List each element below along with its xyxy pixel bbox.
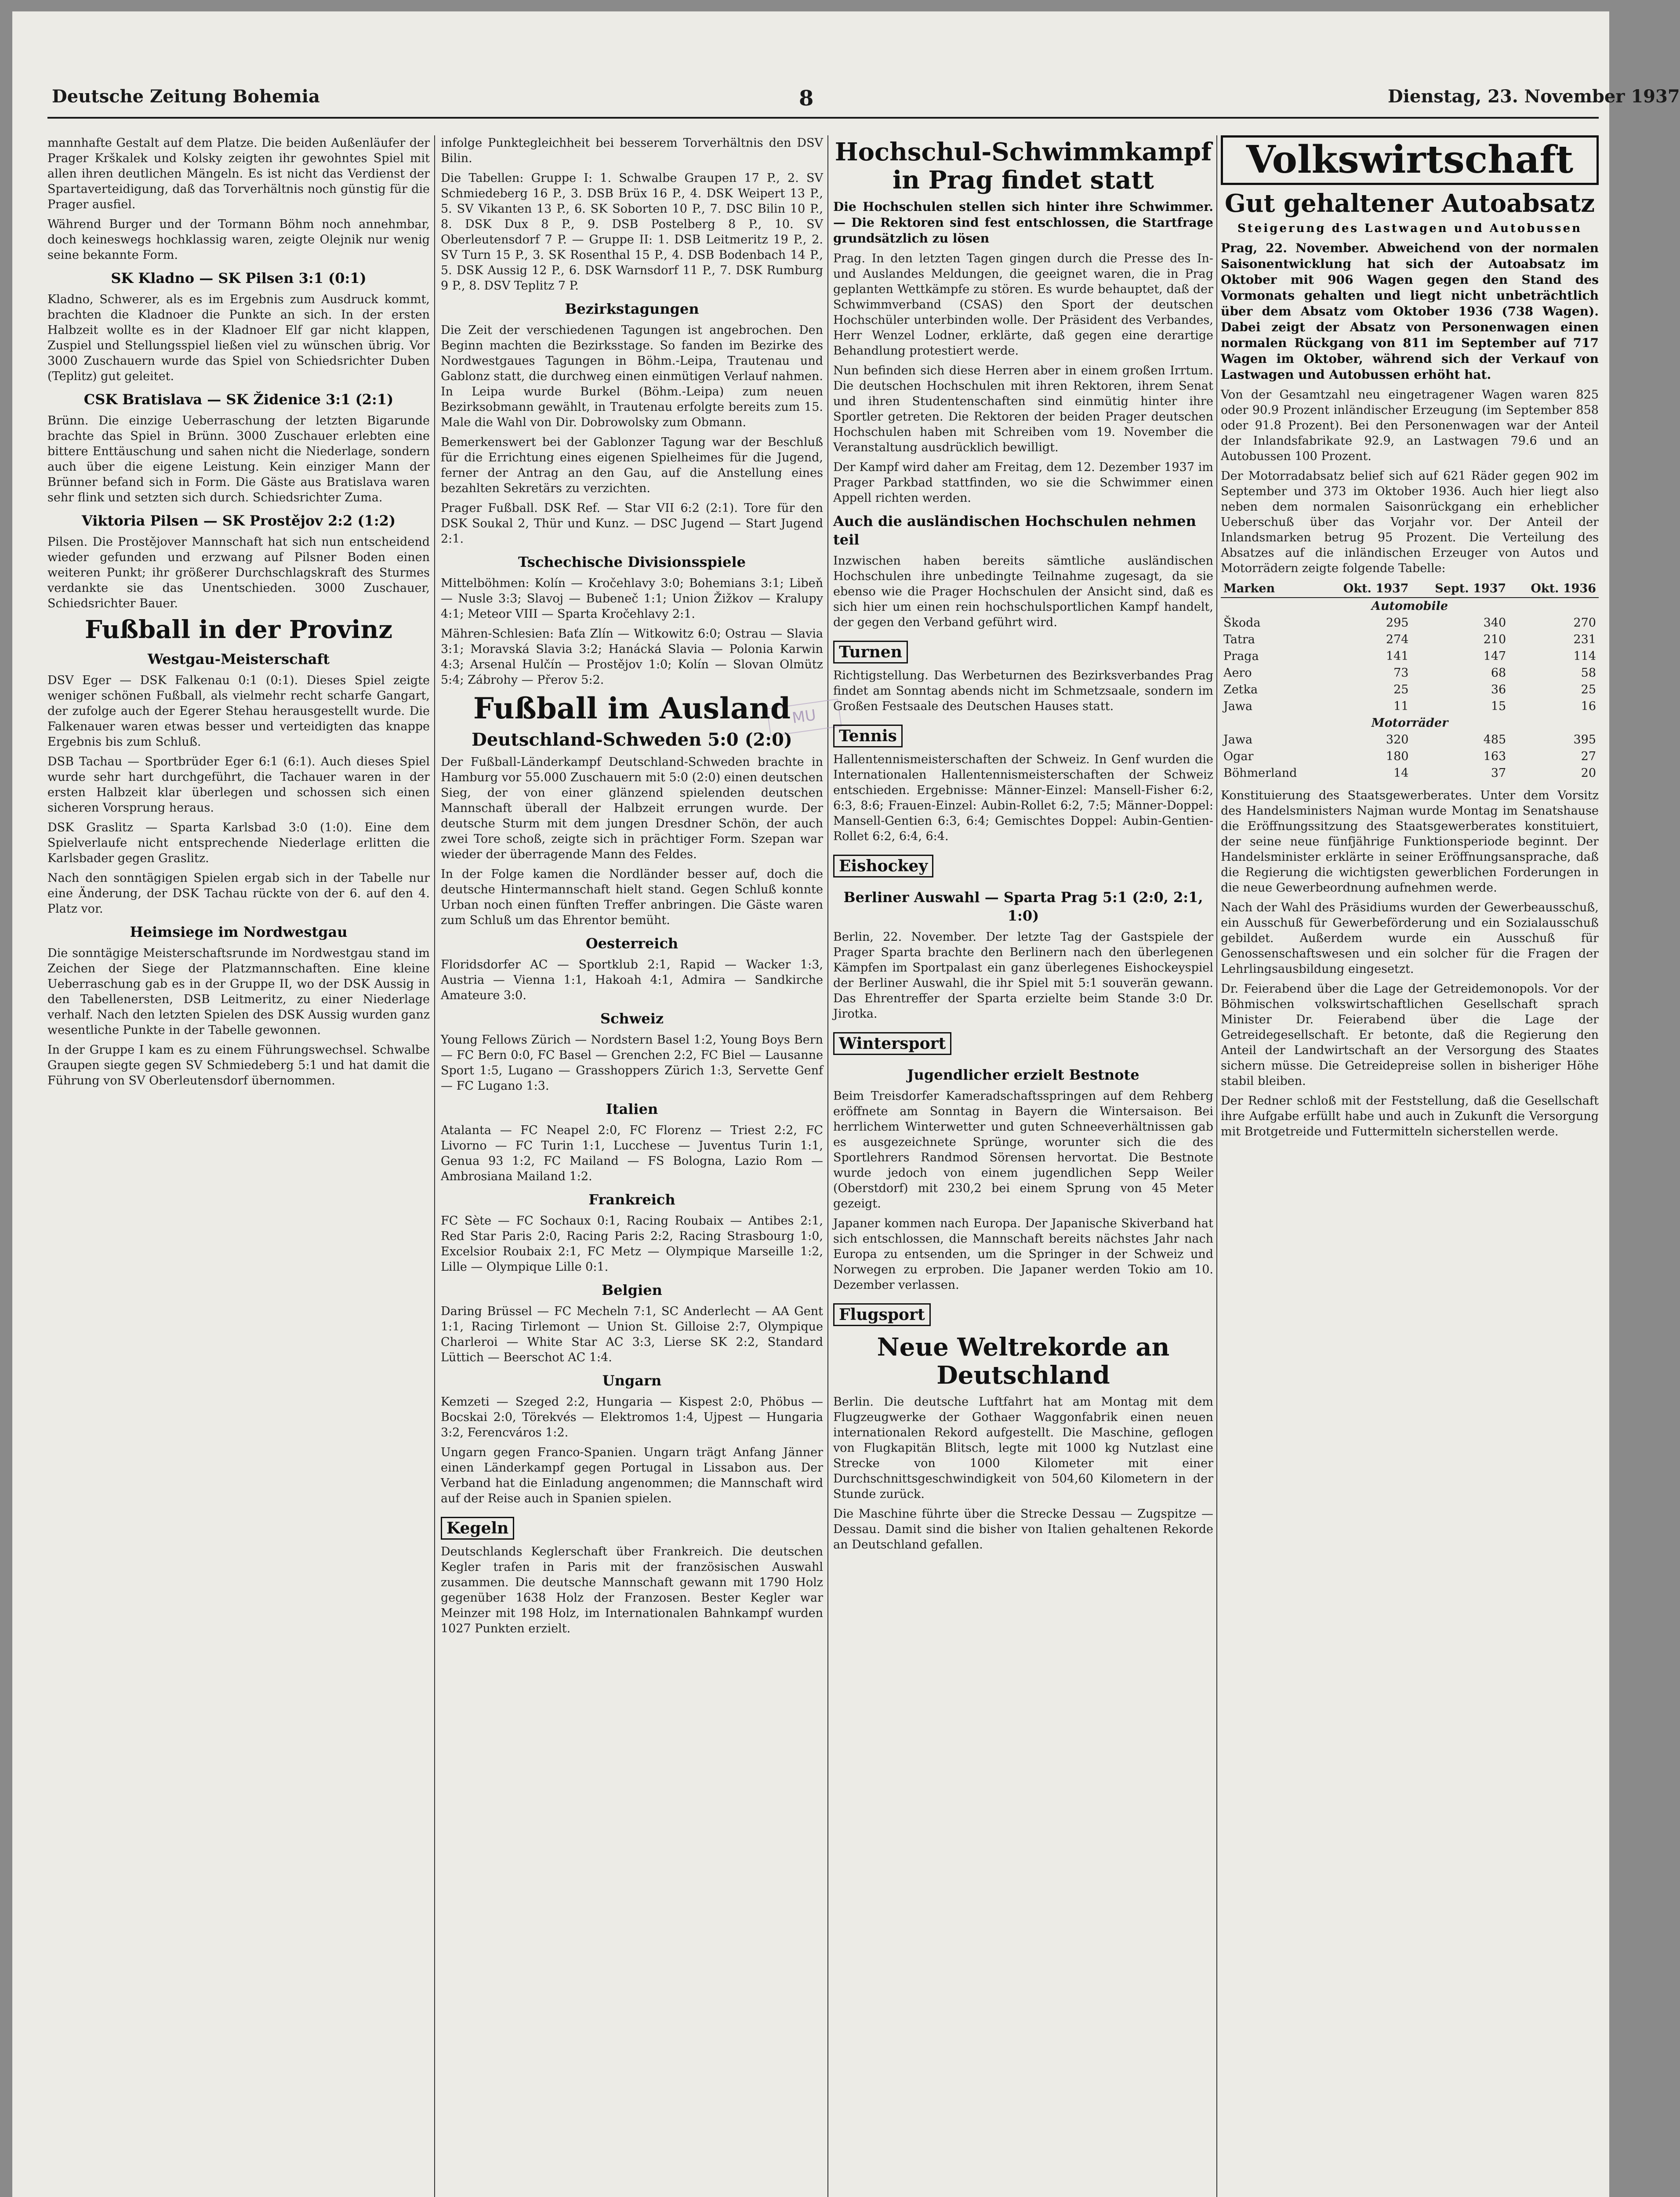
table-header: Marken [1221, 580, 1321, 598]
table-cell: 114 [1573, 649, 1596, 663]
article-lead: Prag, 22. November. Abweichend von der normalen Saisonentwicklung hat sich der Autoabsatz im Oktober mit 906 Wagen gegen den Stand des Vormonats gehalten und liegt nicht unbeträchtlich über dem Absatz vom Oktober 1936 (738 Wagen). Dabei zeigt der Absatz von Personenwagen einen normalen Rückgang von 811 im September auf 717 Wagen im Oktober, während sich der Verkauf von Lastwagen und Autobussen erhöht hat. [1221, 240, 1599, 382]
table-cell: 16 [1581, 699, 1596, 713]
paragraph: In der Folge kamen die Nordländer besser auf, doch die deutsche Hintermannschaft hielt stand. Gegen Schluß konnte Urban noch einen fünften Treffer anbringen. Die Gäste waren zum Schluß um das Ehrentor bemüht. [441, 867, 823, 927]
paragraph: DSV Eger — DSK Falkenau 0:1 (0:1). Dieses Spiel zeigte weniger schönen Fußball, als vielmehr recht scharfe Gangart, der zufolge auch der Egerer Stehau herausgestellt wurde. Die Falkenauer waren etwas besser und verteidigten das knappe Ergebnis bis zum Schluß. [47, 674, 430, 749]
table-cell: 180 [1386, 749, 1409, 763]
table-cell: 36 [1491, 682, 1506, 696]
paragraph: Inzwischen haben bereits sämtliche ausländischen Hochschulen ihre unbedingte Teilnahme zugesagt, da sie ebenso wie die Prager Hochschulen der Ansicht sind, daß es sich hier um einen rein hochschulsportlichen Kampf handelt, der gegen den Verband geführt wird. [833, 554, 1213, 629]
table-cell: Praga [1223, 649, 1259, 663]
paragraph: Der Motorradabsatz belief sich auf 621 Räder gegen 902 im September und 373 im Oktober 1936. Auch hier liegt also neben dem normalen Saisonrückgang ein erheblicher Ueberschuß über das Vorjahr vor. Der Anteil der Inlandsmarken betrug 95 Prozent. Die Verteilung des Absatzes auf die inländischen Erzeuger von Autos und Motorrädern zeigte folgende Tabelle: [1221, 469, 1599, 575]
table-cell: 27 [1581, 749, 1596, 763]
section-title: Fußball im Ausland [473, 691, 791, 725]
paragraph: Nun befinden sich diese Herren aber in einem großen Irrtum. Die deutschen Hochschulen mit ihren Rektoren, ihrem Senat und ihren Studentenschaften sind einmütig hinter ihre Sportler getreten. Die Rektoren der beiden Prager deutschen Hochschulen haben mit Schreiben vom 19. November die Veranstaltung ausdrücklich bewilligt. [833, 363, 1213, 454]
article-subline: Steigerung des Lastwagen und Autobussen [1237, 221, 1582, 235]
paragraph: Daring Brüssel — FC Mecheln 7:1, SC Anderlecht — AA Gent 1:1, Racing Tirlemont — Union St. Gilloise 2:7, Olympique Charleroi — White Star AC 3:3, Lierse SK 2:2, Standard Lüttich — Beerschot AC 1:4. [441, 1304, 823, 1364]
subheading: Belgien [602, 1281, 662, 1298]
subheading: Jugendlicher erzielt Bestnote [907, 1066, 1139, 1083]
paragraph: Mähren-Schlesien: Baťa Zlín — Witkowitz 6:0; Ostrau — Slavia 3:1; Moravská Slavia 3:2; Hanácká Slavia — Polonia Karwin 4:3; Arsenal Hulčín — Prostějov 1:0; Kolín — Slovan Olmütz 5:4; Zábrohy — Přerov 5:2. [441, 627, 823, 687]
article-headline: Hochschul-Schwimmkampf in Prag findet statt [835, 138, 1212, 195]
table-cell: Zetka [1223, 682, 1258, 696]
paragraph: Hallentennismeisterschaften der Schweiz. In Genf wurden die Internationalen Hallentennismeisterschaften der Schweiz entschieden. Ergebnisse: Männer-Einzel: Mansell-Fisher 6:2, 6:3, 8:6; Frauen-Einzel: Aubin-Rollet 6:2, 7:5; Männer-Doppel: Mansell-Gentien 6:3, 6:4; Gemischtes Doppel: Aubin-Gentien-Rollet 6:2, 6:4, 6:4. [833, 752, 1213, 843]
section-box-title: Turnen [833, 641, 908, 663]
table-row [1221, 665, 1599, 682]
table-cell: 11 [1393, 699, 1409, 713]
paragraph: DSK Graslitz — Sparta Karlsbad 3:0 (1:0). Eine dem Spielverlaufe nicht entsprechende Niederlage erlitten die Karlsbader gegen Graslitz. [47, 821, 430, 866]
table-cell: 25 [1581, 682, 1596, 696]
paragraph: Die sonntägige Meisterschaftsrunde im Nordwestgau stand im Zeichen der Siege der Platzmannschaften. Eine kleine Ueberraschung gab es in der Gruppe II, wo der DSK Aussig in den Tabellenersten, DSB Leitmeritz, zu einer Niederlage verhalf. Nach den letzten Spielen des DSK Aussig wurden ganz wesentliche Punkte in der Tabelle gewonnen. [47, 946, 430, 1037]
paragraph: Richtigstellung. Das Werbeturnen des Bezirksverbandes Prag findet am Sonntag abends nicht im Schmetzsaale, sondern im Großen Festsaale des Deutschen Hauses statt. [833, 668, 1213, 713]
paragraph: Kemzeti — Szeged 2:2, Hungaria — Kispest 2:0, Phöbus — Bocskai 2:0, Törekvés — Elektromos 1:4, Ujpest — Hungaria 3:2, Ferencváros 1:2. [441, 1395, 823, 1439]
table-row [1221, 682, 1599, 698]
paragraph: Brünn. Die einzige Ueberraschung der letzten Bigarunde brachte das Spiel in Brünn. 3000 Zuschauer erlebten eine bittere Enttäuschung und sahen nicht die Niederlage, sondern auch über die eigene Leistung. Kein einziger Mann der Brünner befand sich in Form. Die Gäste aus Bratislava waren sehr flink und setzten sich durch. Schiedsrichter Zuma. [47, 414, 430, 504]
paragraph: In der Gruppe I kam es zu einem Führungswechsel. Schwalbe Graupen siegte gegen SV Schmiedeberg 5:1 und hat damit die Führung von SV Oberleutensdorf übernommen. [47, 1043, 430, 1088]
table-cell: 20 [1581, 766, 1596, 780]
table-row [1221, 765, 1599, 782]
table-cell: 485 [1483, 732, 1506, 747]
table-cell: Böhmerland [1223, 766, 1297, 780]
subheading: SK Kladno — SK Pilsen 3:1 (0:1) [111, 270, 366, 286]
table-header: Sept. 1937 [1411, 580, 1509, 598]
subheading: Italien [606, 1100, 658, 1117]
ink-stamp: MU [766, 699, 842, 736]
paragraph: Floridsdorfer AC — Sportklub 2:1, Rapid — Wacker 1:3, Austria — Vienna 1:1, Hakoah 4:1, Admira — Sandkirche Amateure 3:0. [441, 957, 823, 1002]
table-cell: Jawa [1223, 732, 1253, 747]
column-3 [833, 135, 1213, 2197]
table-cell: 270 [1573, 616, 1596, 630]
table-group-row [1221, 598, 1599, 615]
column-2 [441, 135, 823, 2197]
table-row [1221, 698, 1599, 715]
subheading: Schweiz [600, 1010, 664, 1027]
table-cell: Ogar [1223, 749, 1254, 763]
article-headline: Neue Weltrekorde an Deutschland [877, 1332, 1170, 1390]
newspaper-page [12, 11, 1680, 2197]
paragraph: Konstituierung des Staatsgewerberates. Unter dem Vorsitz des Handelsministers Najman wurde Montag im Senatshause die Eröffnungssitzung des Staatsgewerberates konstituiert, der seine neue fünfjährige Funktionsperiode beginnt. Der Handelsminister erklärte in seiner Eröffnungsansprache, daß die Regierung die wichtigsten gewerblichen Forderungen in die neue Gewerbeordnung aufnehmen werde. [1221, 788, 1599, 895]
paragraph: Prager Fußball. DSK Ref. — Star VII 6:2 (2:1). Tore für den DSK Soukal 2, Thür und Kunz. — DSC Jugend — Start Jugend 2:1. [441, 501, 823, 546]
table-cell: 25 [1393, 682, 1409, 696]
table-header: Okt. 1937 [1321, 580, 1411, 598]
paragraph: Mittelböhmen: Kolín — Kročehlavy 3:0; Bohemians 3:1; Libeň — Nusle 3:3; Slavoj — Bubeneč 1:1; Union Žižkov — Kralupy 4:1; Meteor VIII — Sparta Kročehlavy 2:1. [441, 576, 823, 621]
section-box-title: Tennis [833, 725, 903, 747]
table-row [1221, 732, 1599, 748]
table-row [1221, 748, 1599, 765]
table-row [1221, 615, 1599, 631]
subheading: Ungarn [602, 1372, 662, 1389]
table-header: Okt. 1936 [1509, 580, 1599, 598]
paragraph: Die Maschine führte über die Strecke Dessau — Zugspitze — Dessau. Damit sind die bisher von Italien gehaltenen Rekorde an Deutschland gefallen. [833, 1507, 1213, 1552]
table-cell: 395 [1573, 732, 1596, 747]
paragraph: Bemerkenswert bei der Gablonzer Tagung war der Beschluß für die Errichtung eines eigenen Spielheimes für die Jugend, ferner der Antrag an den Gau, auf die Anstellung eines bezahlten Sekretärs zu verzichten. [441, 435, 823, 495]
header-date: Dienstag, 23. November 1937 [1388, 86, 1680, 107]
table-group-label: Motorräder [1371, 716, 1448, 730]
paragraph: infolge Punktegleichheit bei besserem Torverhältnis den DSV Bilin. [441, 136, 823, 165]
paragraph: Die Zeit der verschiedenen Tagungen ist angebrochen. Den Beginn machten die Bezirksstage. So fanden im Bezirke des Nordwestgaues Tagungen in Böhm.-Leipa, Trautenau und Gablonz statt, die durchweg einen einmütigen Verlauf nahmen. In Leipa wurde Burkel (Böhm.-Leipa) zum neuen Bezirksobmann gewählt, in Trautenau erfolgte bereits zum 15. Male die Wahl von Dir. Dobrowolsky zum Obmann. [441, 323, 823, 429]
section-box-title: Eishockey [833, 855, 933, 877]
table-cell: 37 [1491, 766, 1506, 780]
paragraph: Während Burger und der Tormann Böhm noch annehmbar, doch keineswegs hochklassig waren, zeigte Olejnik nur wenig seine bekannte Form. [47, 218, 430, 262]
table-row [1221, 648, 1599, 665]
table-cell: 210 [1483, 632, 1506, 646]
subheading: Berliner Auswahl — Sparta Prag 5:1 (2:0, 2:1, 1:0) [843, 888, 1203, 924]
paragraph: Nach der Wahl des Präsidiums wurden der Gewerbeausschuß, ein Ausschuß für Gewerbeförderung und ein Sozialausschuß gebildet. Außerdem wurde ein Ausschuß für Genossenschaftswesen und ein solcher für die Fragen der Lehrlingsausbildung eingesetzt. [1221, 900, 1599, 976]
subheading: CSK Bratislava — SK Židenice 3:1 (2:1) [83, 391, 394, 408]
paragraph: Nach den sonntägigen Spielen ergab sich in der Tabelle nur eine Änderung, der DSK Tachau rückte von der 6. auf den 4. Platz vor. [47, 871, 430, 916]
paragraph: Deutschlands Keglerschaft über Frankreich. Die deutschen Kegler trafen in Paris mit der französischen Auswahl zusammen. Die deutsche Mannschaft gewann mit 1790 Holz gegenüber 1638 Holz der Franzosen. Bester Kegler war Meinzer mit 198 Holz, im Internationalen Bahnkampf wurden 1027 Punkten erzielt. [441, 1544, 823, 1635]
table-cell: 73 [1393, 666, 1409, 680]
subheading: Westgau-Meisterschaft [147, 651, 330, 668]
paragraph: Prag. In den letzten Tagen gingen durch die Presse des In- und Auslandes Meldungen, die geeignet waren, die in Prag geplanten Wettkämpfe zu stören. Es wurde behauptet, daß der Schwimmverband (CSAS) den Sport der deutschen Hochschüler unterbinden wolle. Der Präsident des Verbandes, Herr Wenzel Lodner, erklärte, daß gegen eine derartige Behandlung protestiert werde. [833, 251, 1213, 358]
subheading: Viktoria Pilsen — SK Prostějov 2:2 (1:2) [81, 512, 396, 529]
paragraph: Ungarn gegen Franco-Spanien. Ungarn trägt Anfang Jänner einen Länderkampf gegen Portugal in Lissabon aus. Der Verband hat die Einladung angenommen; die Mannschaft wird auf der Reise auch in Spanien spielen. [441, 1445, 823, 1505]
table-cell: Tatra [1223, 632, 1255, 646]
sales-table [1221, 580, 1599, 782]
paragraph: Der Kampf wird daher am Freitag, dem 12. Dezember 1937 im Prager Parkbad stattfinden, wo sie die Schwimmer einen Appell richten werden. [833, 460, 1213, 505]
column-1 [47, 135, 430, 2197]
subheading: Tschechische Divisionsspiele [518, 554, 746, 570]
paragraph: Von der Gesamtzahl neu eingetragener Wagen waren 825 oder 90.9 Prozent inländischer Erzeugung (im September 858 oder 91.8 Prozent). Bei den Personenwagen war der Anteil der Inlandsfabrikate 92.9, an Lastwagen 79.6 und an Autobussen 100 Prozent. [1221, 388, 1599, 463]
table-cell: 295 [1386, 616, 1409, 630]
paragraph: Der Fußball-Länderkampf Deutschland-Schweden brachte in Hamburg vor 55.000 Zuschauern mit 5:0 (2:0) einen deutschen Sieg, der von einer glänzend spielenden deutschen Mannschaft überall der Halbzeit errungen wurde. Der deutsche Sturm mit dem jungen Dresdner Schön, der auch zwei Tore schoß, zeigte sich in prächtiger Form. Szepan war wieder der überragende Mann des Feldes. [441, 755, 823, 861]
paragraph: Beim Treisdorfer Kameradschaftsspringen auf dem Rehberg eröffnete am Sonntag in Bayern die Wintersaison. Bei herrlichem Winterwetter und guten Schneeverhältnissen gab es ausgezeichnete Sprünge, worunter sich die des Sportlehrers Randmod Sörensen hervortat. Die Bestnote wurde jedoch von einem jugendlichen Sepp Weiler (Oberstdorf) mit 230,2 bei einem Sprung von 45 Meter gezeigt. [833, 1089, 1213, 1211]
table-cell: 163 [1483, 749, 1506, 763]
paragraph: Berlin. Die deutsche Luftfahrt hat am Montag mit dem Flugzeugwerke der Gothaer Waggonfabrik einen neuen internationalen Rekord aufgestellt. Die Maschine, geflogen von Flugkapitän Blitsch, legte mit 1000 kg Nutzlast eine Strecke von 1000 Kilometer mit einer Durchschnittsgeschwindigkeit von 504,60 Kilometern in der Stunde zurück. [833, 1395, 1213, 1501]
header-rule [47, 117, 1599, 119]
table-row [1221, 631, 1599, 648]
paragraph: Japaner kommen nach Europa. Der Japanische Skiverband hat sich entschlossen, die Mannschaft bereits nächstes Jahr nach Europa zu entsenden, um die Springer in der Schweiz und Norwegen zu erproben. Die Japaner werden Tokio am 10. Dezember verlassen. [833, 1216, 1213, 1292]
table-cell: Jawa [1223, 699, 1253, 713]
paragraph: Dr. Feierabend über die Lage der Getreidemonopols. Vor der Böhmischen volkswirtschaftlichen Gesellschaft sprach Minister Dr. Feierabend über die Lage der Getreidegesellschaft. Er betonte, daß die Regierung den Anteil der Landwirtschaft an der Versorgung des Staates sichern müsse. Die Getreidepreise sollen in bisheriger Höhe stabil bleiben. [1221, 982, 1599, 1088]
section-box-title: Kegeln [441, 1517, 514, 1540]
table-group-label: Automobile [1371, 599, 1448, 613]
table-cell: 231 [1573, 632, 1596, 646]
section-title: Fußball in der Provinz [84, 615, 393, 644]
table-cell: Aero [1223, 666, 1252, 680]
table-cell: 14 [1393, 766, 1409, 780]
table-cell: Škoda [1223, 616, 1261, 630]
article-lead: Die Hochschulen stellen sich hinter ihre Schwimmer. — Die Rektoren sind fest entschlossen, die Startfrage grundsätzlich zu lösen [833, 199, 1213, 246]
table-cell: 320 [1386, 732, 1409, 747]
paragraph: Pilsen. Die Prostějover Mannschaft hat sich nun entscheidend wieder gefunden und erzwang auf Pilsner Boden einen weiteren Punkt; ihr größerer Durchschlagskraft des Sturmes verdankte sie das Unentschieden. 3000 Zuschauer, Schiedsrichter Bauer. [47, 535, 430, 610]
table-body [1221, 598, 1599, 782]
section-box-title: Wintersport [833, 1032, 951, 1055]
subheading: Frankreich [588, 1191, 675, 1208]
table-cell: 147 [1483, 649, 1506, 663]
paragraph: FC Sète — FC Sochaux 0:1, Racing Roubaix — Antibes 2:1, Red Star Paris 2:0, Racing Paris 2:2, Racing Strasbourg 1:0, Excelsior Roubaix 2:1, FC Metz — Olympique Marseille 1:2, Lille — Olympique Lille 0:1. [441, 1214, 823, 1274]
table-group-row [1221, 715, 1599, 732]
section-subtitle: Deutschland-Schweden 5:0 (2:0) [472, 729, 792, 750]
subheading: Auch die ausländischen Hochschulen nehmen teil [833, 512, 1196, 548]
column-divider [827, 135, 828, 2197]
column-divider [1216, 135, 1217, 2197]
header-left: Deutsche Zeitung Bohemia [52, 86, 320, 107]
article-headline: Gut gehaltener Autoabsatz [1224, 189, 1595, 218]
subheading: Oesterreich [585, 935, 679, 952]
paragraph: Die Tabellen: Gruppe I: 1. Schwalbe Graupen 17 P., 2. SV Schmiedeberg 16 P., 3. DSB Brüx 16 P., 4. DSK Weipert 13 P., 5. SV Vikanten 13 P., 6. SK Soborten 10 P., 7. DSC Bilin 10 P., 8. DSK Dux 8 P., 9. DSB Postelberg 8 P., 10. SV Oberleutensdorf 7 P. — Gruppe II: 1. DSB Leitmeritz 19 P., 2. SV Turn 15 P., 3. SK Rosenthal 15 P., 4. DSB Bodenbach 14 P., 5. DSK Aussig 12 P., 6. DSK Warnsdorf 11 P., 7. DSK Rumburg 9 P., 8. DSV Teplitz 7 P. [441, 171, 823, 293]
table-cell: 141 [1386, 649, 1409, 663]
table-cell: 340 [1483, 616, 1506, 630]
paragraph: Atalanta — FC Neapel 2:0, FC Florenz — Triest 2:2, FC Livorno — FC Turin 1:1, Lucchese — Juventus Turin 1:1, Genua 93 1:2, FC Mailand — FS Bologna, Lazio Rom — Ambrosiana Mailand 1:2. [441, 1123, 823, 1183]
paragraph: mannhafte Gestalt auf dem Platze. Die beiden Außenläufer der Prager Krškalek und Kolsky zeigten ihr gewohntes Spiel mit allen ihren deutlichen Mängeln. Es ist nicht das Verdienst der Spartaverteidigung, daß das Torverhältnis noch günstig für die Prager ausfiel. [47, 136, 430, 211]
table-header-row [1221, 580, 1599, 598]
column-divider [434, 135, 435, 2197]
table-cell: 274 [1386, 632, 1409, 646]
paragraph: DSB Tachau — Sportbrüder Eger 6:1 (6:1). Auch dieses Spiel wurde sehr hart durchgeführt, die Tachauer waren in der ersten Halbzeit klar überlegen und schossen sich einen sicheren Vorsprung heraus. [47, 755, 430, 815]
section-banner: Volkswirtschaft [1221, 135, 1599, 185]
paragraph: Der Redner schloß mit der Feststellung, daß die Gesellschaft ihre Aufgabe erfüllt habe und auch in Zukunft die Versorgung mit Brotgetreide und Futtermitteln sicherstellen werde. [1221, 1094, 1599, 1138]
table-cell: 15 [1491, 699, 1506, 713]
paragraph: Berlin, 22. November. Der letzte Tag der Gastspiele der Prager Sparta brachte den Berlinern nach den überlegenen Kämpfen im Sportpalast ein ganz überlegenes Eishockeyspiel der Berliner Auswahl, die ihr Spiel mit 5:1 souverän gewann. Das Ehrentreffer der Sparta erzielte beim Stande 3:0 Dr. Jirotka. [833, 930, 1213, 1021]
column-4 [1221, 135, 1599, 2197]
paragraph: Young Fellows Zürich — Nordstern Basel 1:2, Young Boys Bern — FC Bern 0:0, FC Basel — Grenchen 2:2, FC Biel — Lausanne Sport 1:5, Lugano — Grasshoppers Zürich 1:3, Servette Genf — FC Lugano 1:3. [441, 1033, 823, 1093]
page-number: 8 [799, 86, 814, 111]
paragraph: Kladno, Schwerer, als es im Ergebnis zum Ausdruck kommt, brachten die Kladnoer die Punkte an sich. In der ersten Halbzeit wollte es in der Kladnoer Elf gar nicht klappen, Zuspiel und Stellungsspiel ließen viel zu wünschen übrig. Vor 3000 Zuschauern wurde das Spiel von Schiedsrichter Duben (Teplitz) gut geleitet. [47, 293, 430, 383]
table-cell: 58 [1581, 666, 1596, 680]
subheading: Heimsiege im Nordwestgau [130, 924, 348, 941]
subheading: Bezirkstagungen [565, 301, 699, 317]
table-cell: 68 [1491, 666, 1506, 680]
section-box-title: Flugsport [833, 1303, 931, 1326]
